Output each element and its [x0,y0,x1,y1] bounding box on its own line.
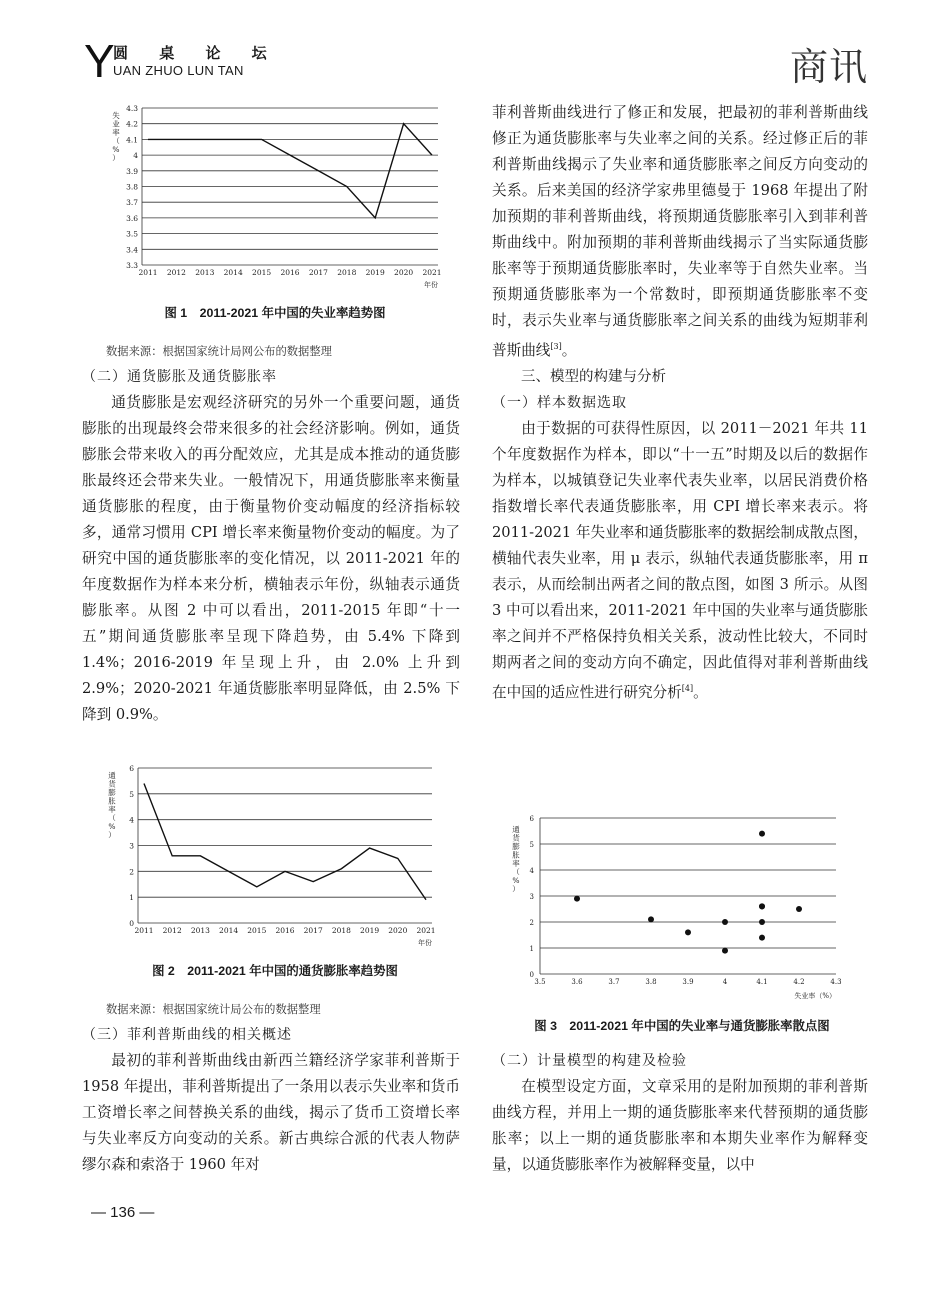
figure-3-caption: 图 3 2011-2021 年中国的失业率与通货膨胀率散点图 [534,1019,830,1033]
y-tick-label: 5 [129,789,134,799]
y-tick-label: 0 [529,971,534,979]
subsection-heading-sample: （一）样本数据选取 [492,394,627,411]
x-tick-label: 2016 [275,926,295,935]
journal-title-en: UAN ZHUO LUN TAN [113,63,244,78]
scatter-point [685,929,691,935]
paragraph-phillips-revision [492,100,868,364]
y-tick-label: 3.8 [126,182,138,192]
paragraph-sample-text: 由于数据的可获得性原因，以 2011－2021 年共 11 个年度数据作为样本，即以“十一五”时期及以后的数据作为样本，以城镇登记失业率代表失业率，以居民消费价格指数增长率代表通货膨胀率，用 CPI 增长率来表示。将 2011-2021 年失业率和通货膨胀率的数据绘制成散点图，横轴代表失业率，用 μ 表示，纵轴代表通货膨胀率，用 π 表示，从而绘制出两者之间的散点图，如图 3 所示。从图 3 中可以看出来，2011-2021 年中国的失业率与通货膨胀率之间并不严格保持负相关关系，波动性比较大，不同时期两者之间的变动方向不确定，因此值得对菲利普斯曲线在中国的适应性进行研究分析 [492,419,868,701]
right-column-text-1 [492,100,868,706]
y-tick-label: 4 [133,151,138,161]
x-axis-label: 年份 [418,939,432,947]
journal-logo-letter: Y [84,35,115,87]
y-tick-label: 1 [529,945,534,953]
figure-1-chart [90,100,450,290]
y-tick-label: 4 [529,867,534,875]
y-axis-label: 通货膨胀率（%） [108,771,116,840]
figure-1-caption: 图 1 2011-2021 年中国的失业率趋势图 [164,306,386,320]
x-tick-label: 3.8 [645,978,657,986]
y-axis-label: 通货膨胀率（%） [512,825,520,894]
y-tick-label: 0 [129,919,134,928]
scatter-point [574,896,580,902]
x-tick-label: 2017 [303,926,323,935]
y-tick-label: 3.9 [126,166,138,176]
x-tick-label: 4 [722,978,728,986]
scatter-point [759,919,765,925]
y-tick-label: 2 [129,867,134,877]
citation-3: [3] [550,342,562,351]
paragraph-phillips-origin: 最初的菲利普斯曲线由新西兰籍经济学家菲利普斯于 1958 年提出，菲利普斯提出了一条用以表示失业率和货币工资增长率之间替换关系的曲线，揭示了货币工资增长率与失业率反方向变动的关系。新古典综合派的代表人物萨缪尔森和索洛于 1960 年对 [82,1052,460,1173]
scatter-point [722,948,728,954]
x-tick-label: 2015 [247,926,267,935]
subsection-heading-model: （二）计量模型的构建及检验 [492,1053,687,1069]
citation-4: [4] [681,683,694,693]
series-line [144,784,426,900]
paragraph-sample [492,416,868,706]
x-tick-label: 2017 [308,268,328,277]
y-tick-label: 4.1 [126,135,138,145]
left-column-text-2 [82,1022,460,1178]
scatter-point [759,935,765,941]
y-tick-label: 6 [529,815,534,823]
journal-title-cn: 圆 桌 论 坛 [113,44,280,62]
figure-2-chart [90,760,450,950]
x-tick-label: 4.2 [793,978,805,986]
x-tick-label: 3.9 [682,978,694,986]
y-tick-label: 4.2 [126,119,138,129]
y-tick-label: 3 [529,893,534,901]
y-tick-label: 3 [129,841,134,851]
magazine-brand: 商讯 [789,45,868,89]
section-heading-model: 三、模型的构建与分析 [521,368,666,385]
scatter-point [796,906,802,912]
figure-2-source: 数据来源：根据国家统计局公布的数据整理 [106,1003,321,1016]
y-tick-label: 3.4 [126,245,138,255]
figure-3-chart [500,808,870,1008]
right-column-text-2 [492,1048,868,1178]
subsection-heading-inflation: （二）通货膨胀及通货膨胀率 [82,369,277,385]
figure-1-source: 数据来源：根据国家统计局网公布的数据整理 [106,345,332,358]
x-axis-label: 失业率（%） [794,992,836,1000]
x-tick-label: 2011 [138,268,158,277]
x-tick-label: 3.7 [608,978,620,986]
x-tick-label: 2020 [388,926,408,935]
paragraph-end-mark: 。 [561,341,577,359]
paragraph-model: 在模型设定方面，文章采用的是附加预期的菲利普斯曲线方程，并用上一期的通货膨胀率来代替预期的通货膨胀率；以上一期的通货膨胀率和本期失业率作为解释变量，以通货膨胀率作为被解释变量，以中 [492,1078,868,1173]
x-tick-label: 2014 [223,268,243,277]
figure-2-caption: 图 2 2011-2021 年中国的通货膨胀率趋势图 [152,964,398,978]
x-tick-label: 2019 [365,268,385,277]
scatter-chart [500,808,870,1008]
y-tick-label: 4 [129,815,134,825]
x-tick-label: 4.3 [830,978,842,986]
x-tick-label: 2016 [280,268,300,277]
x-tick-label: 2021 [422,268,442,277]
scatter-point [759,831,765,837]
scatter-point [648,916,654,922]
y-tick-label: 3.3 [126,261,138,270]
x-tick-label: 3.6 [571,978,583,986]
scatter-point [759,903,765,909]
x-tick-label: 2021 [416,926,436,935]
x-tick-label: 4.1 [756,978,768,986]
x-tick-label: 2020 [394,268,414,277]
y-tick-label: 5 [529,841,534,849]
y-tick-label: 3.7 [126,198,138,208]
y-tick-label: 1 [129,893,134,903]
x-tick-label: 2011 [134,926,154,935]
x-tick-label: 2012 [166,268,186,277]
x-tick-label: 2013 [195,268,215,277]
y-tick-label: 3.5 [126,229,138,239]
x-tick-label: 2018 [331,926,351,935]
left-column-text-1 [82,364,460,728]
y-axis-label: 失业率（%） [112,111,120,163]
x-axis-label: 年份 [424,281,438,289]
page-number: — 136 — [91,1204,155,1221]
x-tick-label: 2019 [360,926,380,935]
paragraph-phillips-revision-text: 菲利普斯曲线进行了修正和发展，把最初的菲利普斯曲线修正为通货膨胀率与失业率之间的关系。经过修正后的菲利普斯曲线揭示了失业率和通货膨胀率之间反方向变动的关系。后来美国的经济学家弗里德曼于 1968 年提出了附加预期的菲利普斯曲线，将预期通货膨胀率引入到菲利普斯曲线中。附加预期的菲利普斯曲线揭示了当实际通货膨胀率等于预期通货膨胀率时，失业率等于自然失业率。当预期通货膨胀率为一个常数时，即预期通货膨胀率不变时，表示失业率与通货膨胀率之间关系的曲线为短期菲利普斯曲线 [492,104,868,359]
x-tick-label: 3.5 [534,978,546,986]
inflation-line-chart [90,760,450,950]
unemployment-line-chart [90,100,450,290]
subsection-heading-phillips: （三）菲利普斯曲线的相关概述 [82,1027,292,1043]
y-tick-label: 4.3 [126,104,138,113]
x-tick-label: 2018 [337,268,357,277]
x-tick-label: 2014 [219,926,239,935]
x-tick-label: 2015 [252,268,272,277]
x-tick-label: 2012 [162,926,182,935]
y-tick-label: 2 [529,919,534,927]
paragraph-inflation: 通货膨胀是宏观经济研究的另外一个重要问题，通货膨胀的出现最终会带来很多的社会经济影响。例如，通货膨胀会带来收入的再分配效应，尤其是成本推动的通货膨胀最终还会带来失业。一般情况下，用通货膨胀率来衡量通货膨胀的程度，由于衡量物价变动幅度的经济指标较多，通常习惯用 CPI 增长率来衡量物价变动的幅度。为了研究中国的通货膨胀率的变化情况，以 2011-2021 年的年度数据作为样本来分析，横轴表示年份，纵轴表示通货膨胀率。从图 2 中可以看出，2011-2015 年即“十一五”期间通货膨胀率呈现下降趋势，由 5.4% 下降到 1.4%；2016-2019 年呈现上升，由 2.0% 上升到 2.9%；2020-2021 年通货膨胀率明显降低，由 2.5% 下降到 0.9%。 [82,394,461,723]
y-tick-label: 6 [129,764,134,773]
paragraph-end-mark: 。 [693,683,708,701]
x-tick-label: 2013 [190,926,210,935]
scatter-point [722,919,728,925]
y-tick-label: 3.6 [126,213,138,223]
